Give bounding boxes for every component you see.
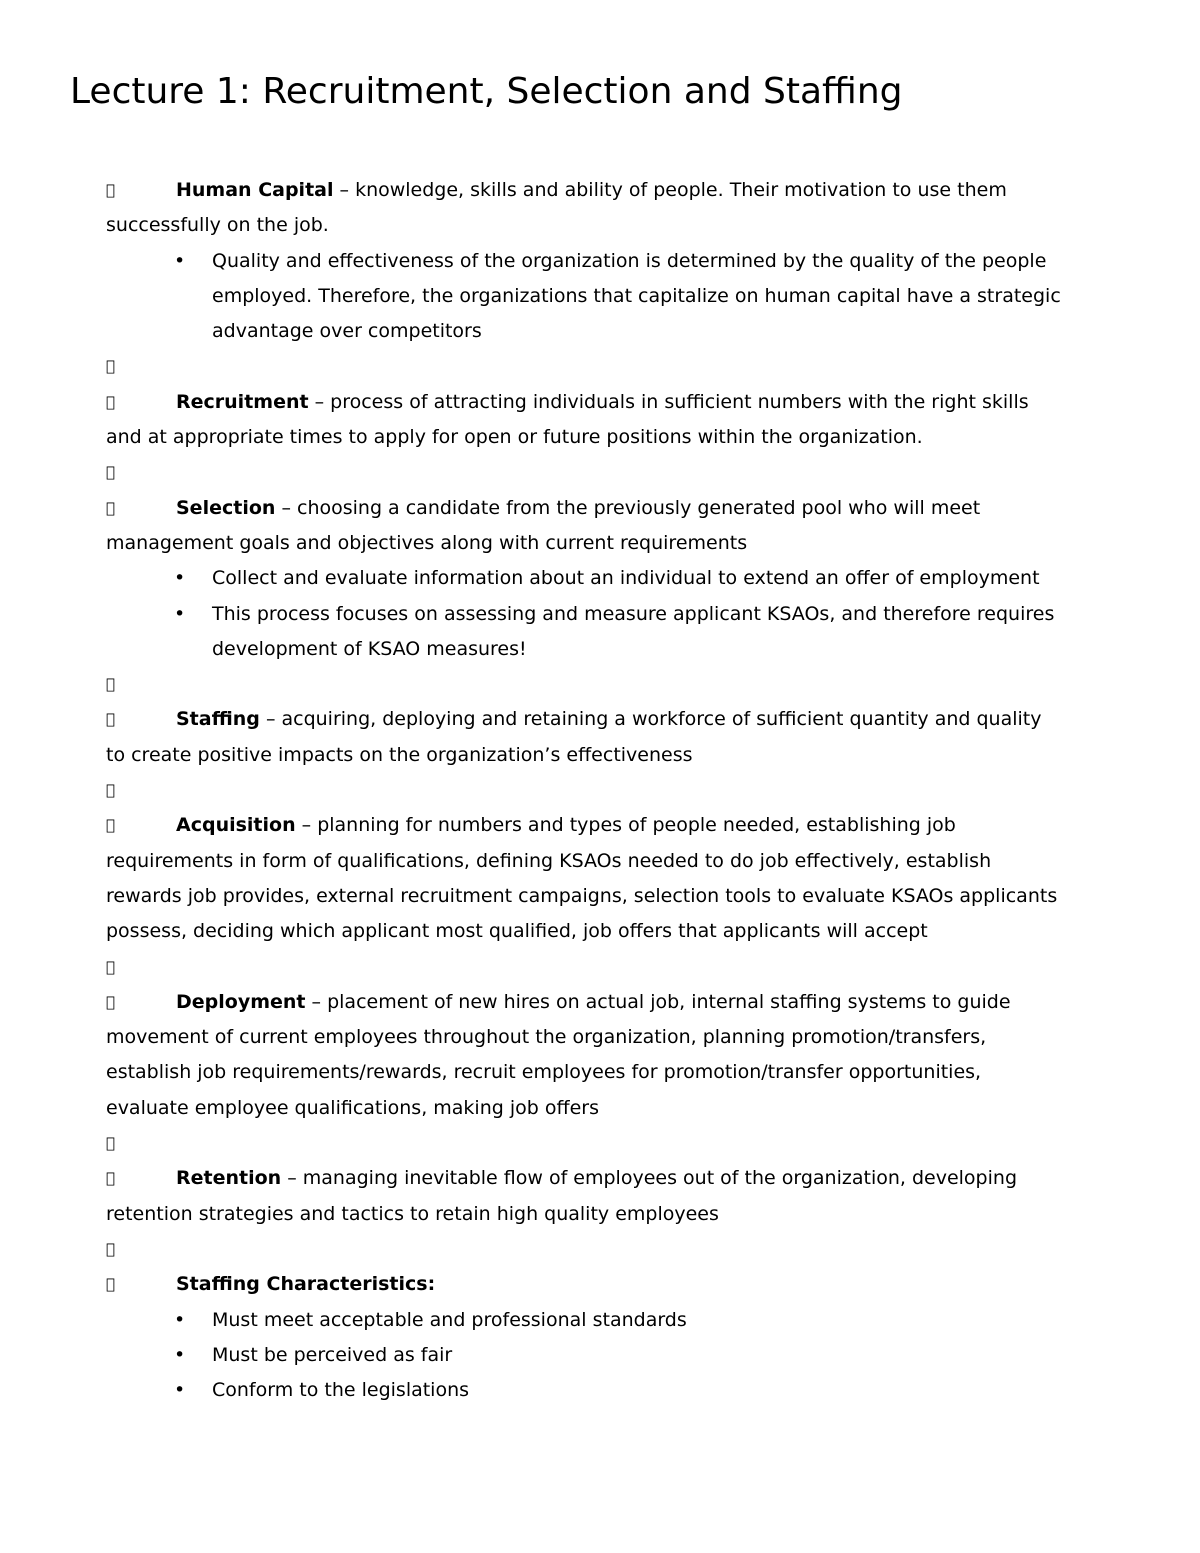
marker-icon	[106, 1161, 176, 1196]
empty-marker-line	[106, 1232, 1106, 1267]
marker-icon	[106, 1232, 176, 1267]
bullet-icon: •	[174, 1343, 186, 1366]
definition-text: – placement of new hires on actual job, internal staffing systems to guide	[305, 990, 1011, 1013]
empty-marker-line	[106, 349, 1106, 384]
bullet-icon: •	[174, 1308, 186, 1331]
bullet-item	[106, 1338, 1106, 1373]
marker-icon	[106, 950, 176, 985]
bullet-icon: •	[174, 1379, 186, 1402]
definition-text: – planning for numbers and types of people needed, establishing job	[295, 814, 956, 837]
marker-icon	[106, 385, 176, 420]
bullet-text: Must be perceived as fair	[212, 1343, 453, 1366]
definition-retention	[106, 1161, 1106, 1196]
page-title: Lecture 1: Recruitment, Selection and Staffing	[70, 71, 903, 112]
marker-icon	[106, 1126, 176, 1161]
bullet-text: Quality and effectiveness of the organization is determined by the quality of the people	[212, 249, 1047, 272]
definition-text: movement of current employees throughout the organization, planning promotion/transfers,	[106, 1026, 987, 1049]
bullet-item	[106, 1303, 1106, 1338]
marker-icon	[106, 985, 176, 1020]
empty-marker-line	[106, 1126, 1106, 1161]
definition-text: successfully on the job.	[106, 214, 329, 237]
marker-icon	[106, 667, 176, 702]
definition-text: establish job requirements/rewards, recruit employees for promotion/transfer opportunities,	[106, 1061, 982, 1084]
marker-icon	[106, 702, 176, 737]
definition-text: retention strategies and tactics to retain high quality employees	[106, 1202, 719, 1225]
term-acquisition: Acquisition	[176, 814, 296, 837]
bullet-text: Must meet acceptable and professional standards	[212, 1308, 687, 1331]
definition-text: to create positive impacts on the organization’s effectiveness	[106, 743, 693, 766]
bullet-text: Collect and evaluate information about an individual to extend an offer of employment	[212, 567, 1040, 590]
lecture-notes	[106, 173, 1106, 1408]
marker-icon	[106, 773, 176, 808]
marker-icon	[106, 491, 176, 526]
term-human-capital: Human Capital	[176, 179, 334, 201]
definition-text: – process of attracting individuals in sufficient numbers with the right skills	[308, 390, 1029, 413]
definition-selection	[106, 491, 1106, 526]
definition-text: – knowledge, skills and ability of people. Their motivation to use them	[333, 179, 1007, 201]
definition-text: possess, deciding which applicant most qualified, job offers that applicants will accept	[106, 920, 928, 943]
marker-icon	[106, 173, 176, 208]
definition-text: requirements in form of qualifications, defining KSAOs needed to do job effectively, establish	[106, 849, 992, 872]
definition-text: evaluate employee qualifications, making job offers	[106, 1096, 599, 1119]
marker-icon	[106, 808, 176, 843]
definition-acquisition	[106, 808, 1106, 843]
definition-recruitment	[106, 385, 1106, 420]
definition-deployment	[106, 985, 1106, 1020]
bullet-icon: •	[174, 249, 186, 272]
heading-staffing-characteristics	[106, 1267, 1106, 1302]
marker-icon	[106, 349, 176, 384]
definition-text: – choosing a candidate from the previously generated pool who will meet	[275, 496, 981, 519]
bullet-text: This process focuses on assessing and measure applicant KSAOs, and therefore requires	[212, 602, 1055, 625]
term-deployment: Deployment	[176, 990, 306, 1013]
empty-marker-line	[106, 667, 1106, 702]
definition-text: and at appropriate times to apply for open or future positions within the organization.	[106, 426, 923, 449]
term-recruitment: Recruitment	[176, 390, 309, 413]
bullet-icon: •	[174, 602, 186, 625]
marker-icon	[106, 455, 176, 490]
bullet-item	[106, 561, 1106, 596]
term-staffing: Staffing	[176, 708, 260, 731]
bullet-item	[106, 597, 1106, 632]
definition-text: rewards job provides, external recruitment campaigns, selection tools to evaluate KSAOs applicants	[106, 884, 1058, 907]
definition-text: – acquiring, deploying and retaining a workforce of sufficient quantity and quality	[259, 708, 1042, 731]
bullet-text: advantage over competitors	[212, 320, 482, 343]
term-retention: Retention	[176, 1167, 282, 1190]
definition-text: management goals and objectives along with current requirements	[106, 531, 748, 554]
empty-marker-line	[106, 950, 1106, 985]
bullet-item	[106, 244, 1106, 279]
bullet-icon: •	[174, 567, 186, 590]
definition-staffing	[106, 702, 1106, 737]
definition-human-capital	[106, 173, 1106, 208]
term-selection: Selection	[176, 496, 276, 519]
term-staffing-characteristics: Staffing Characteristics:	[176, 1273, 436, 1296]
bullet-text: Conform to the legislations	[212, 1379, 470, 1402]
bullet-item	[106, 1373, 1106, 1408]
bullet-text: employed. Therefore, the organizations that capitalize on human capital have a strategic	[212, 284, 1061, 307]
empty-marker-line	[106, 455, 1106, 490]
marker-icon	[106, 1267, 176, 1302]
definition-text: – managing inevitable flow of employees out of the organization, developing	[281, 1167, 1018, 1190]
bullet-text: development of KSAO measures!	[212, 637, 527, 660]
empty-marker-line	[106, 773, 1106, 808]
